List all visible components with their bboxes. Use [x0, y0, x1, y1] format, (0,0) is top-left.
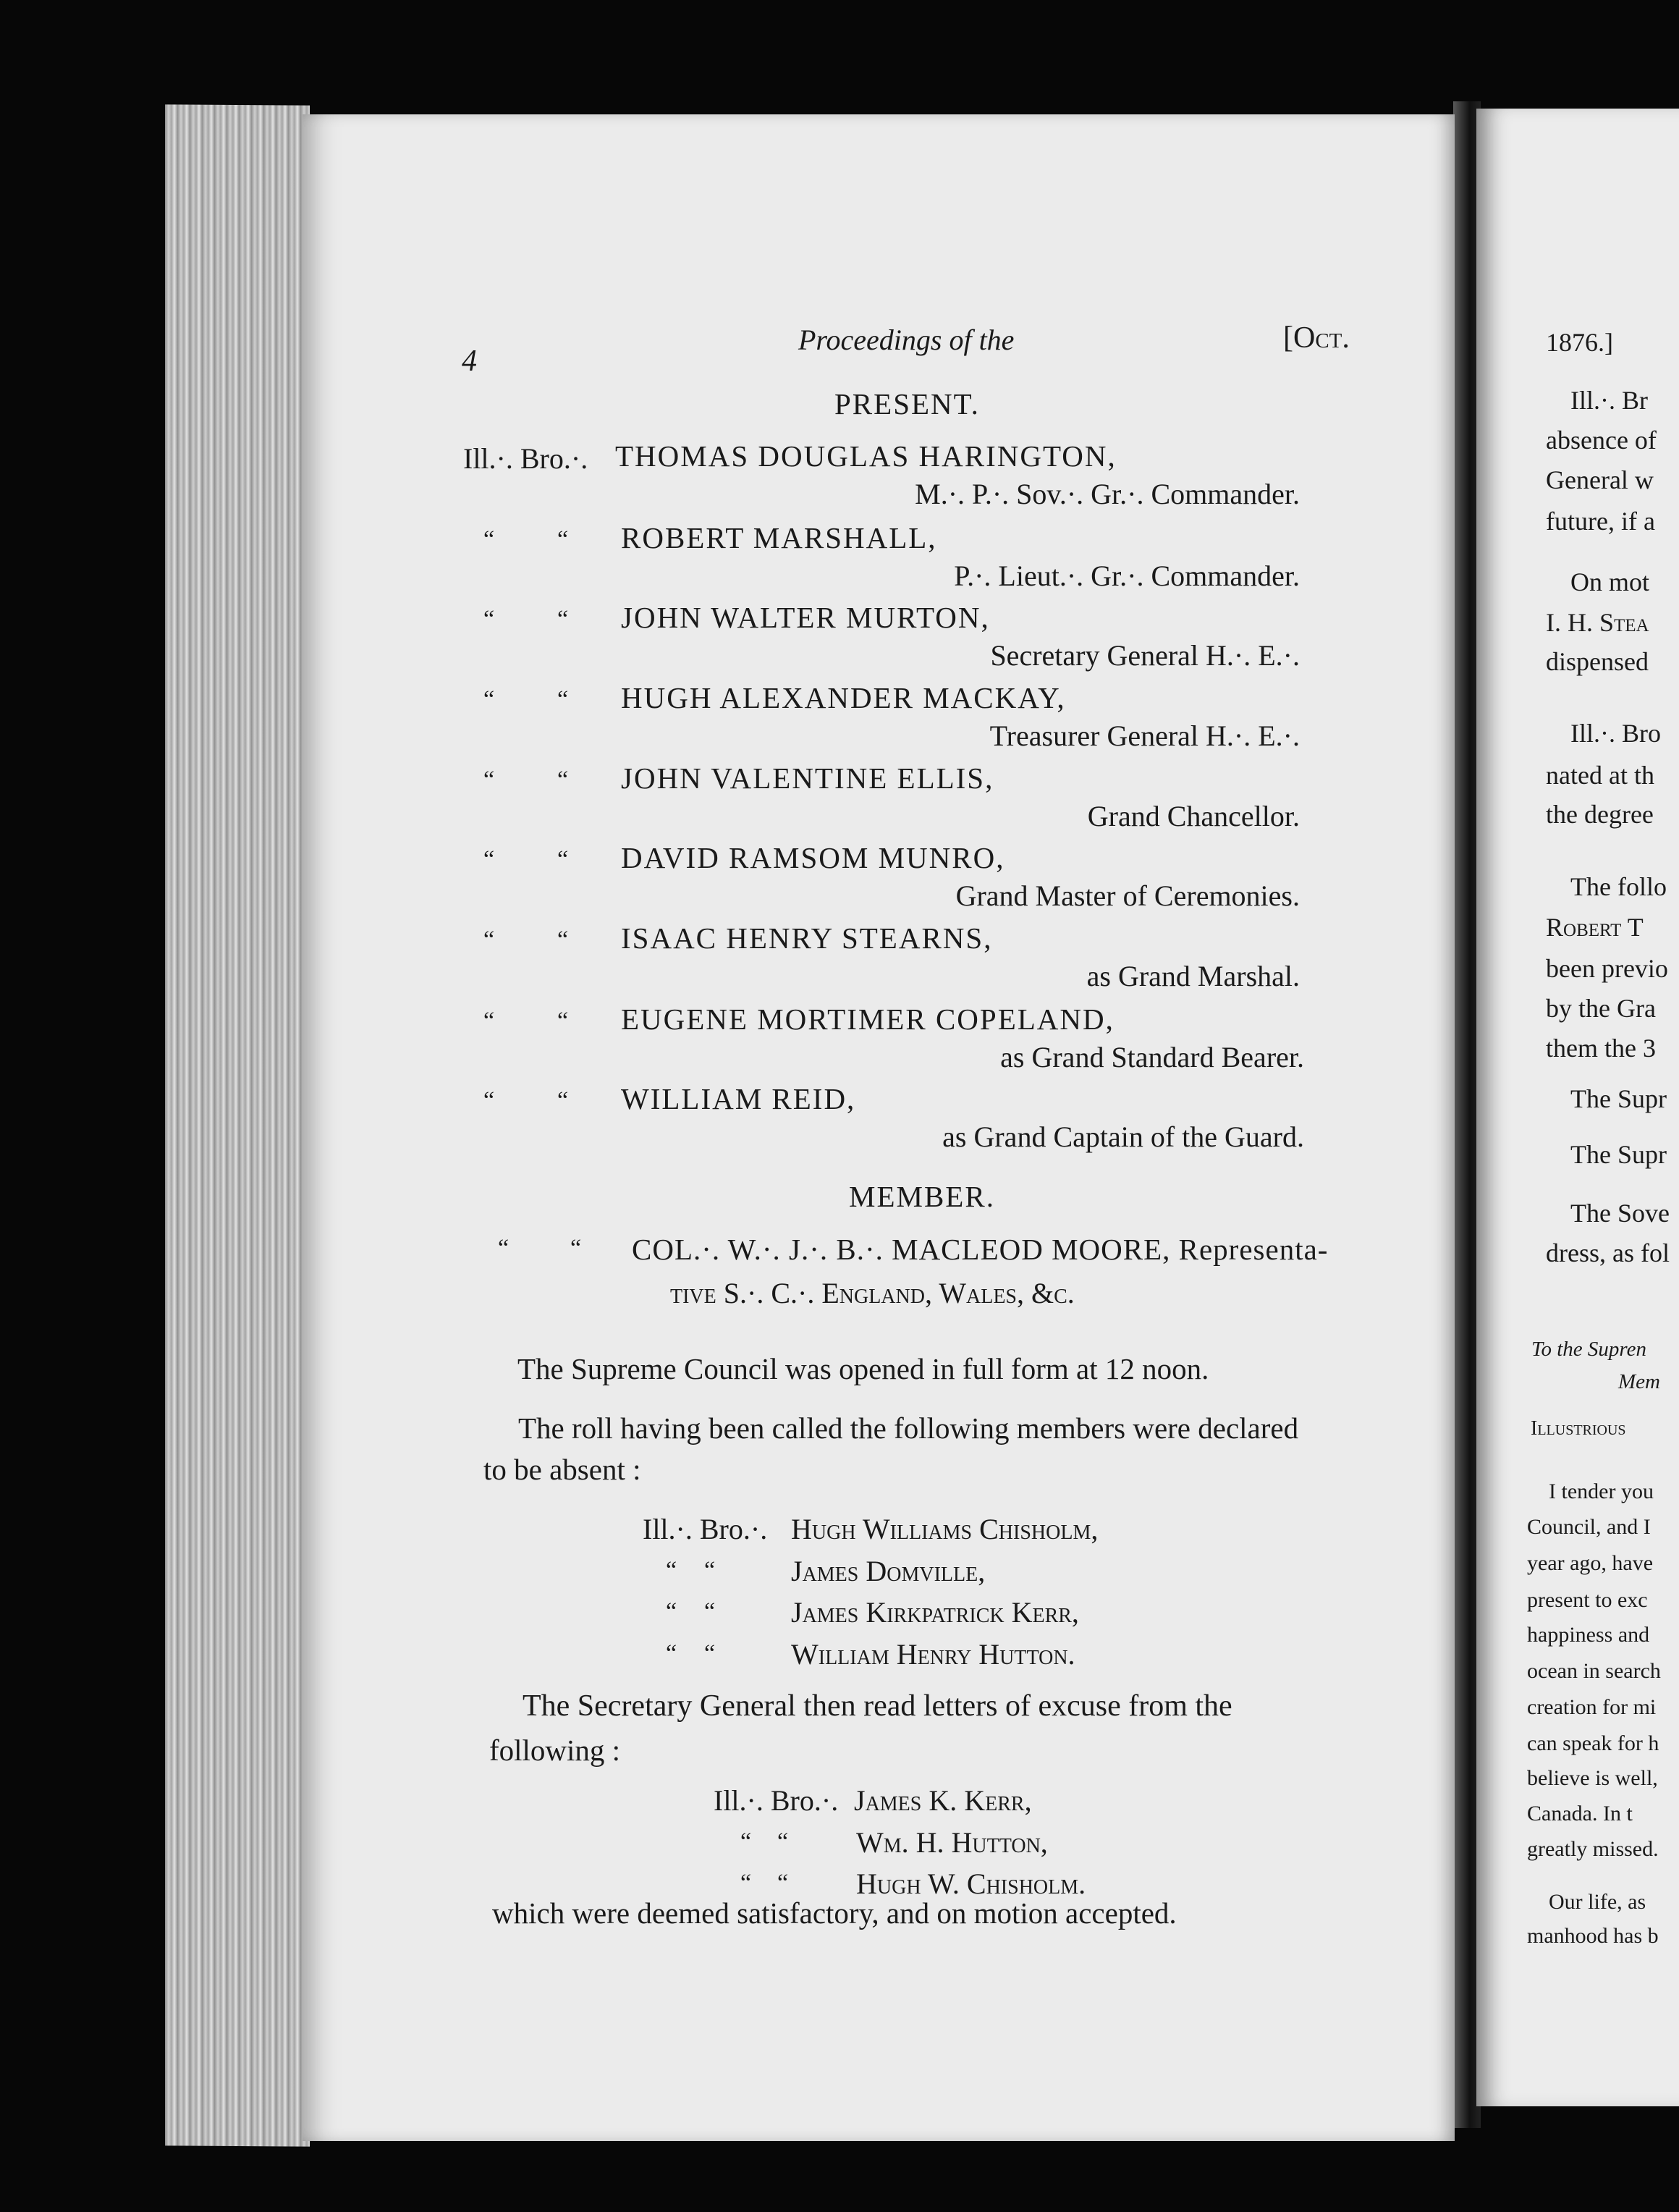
ditto-mark: “	[570, 1235, 582, 1262]
closing-paragraph: which were deemed satisfactory, and on motion accepted.	[492, 1896, 1177, 1930]
right-page-line: believe is well,	[1527, 1766, 1658, 1790]
right-page-line: Council, and I	[1527, 1515, 1651, 1539]
ditto-mark: “	[483, 1008, 495, 1034]
officer-name: ROBERT MARSHALL,	[621, 521, 937, 554]
ditto-mark: “	[557, 1087, 569, 1114]
right-page-line: Illustrious	[1531, 1417, 1626, 1440]
right-page-line: the degree	[1546, 800, 1654, 829]
officer-name: JOHN WALTER MURTON,	[621, 601, 990, 634]
left-page	[303, 114, 1455, 2141]
ditto-mark: “	[557, 926, 569, 953]
member-heading: MEMBER.	[849, 1180, 995, 1213]
ditto-mark: “	[557, 606, 569, 633]
officer-title: P.·. Lieut.·. Gr.·. Commander.	[954, 560, 1300, 592]
ditto-mark: “	[557, 1008, 569, 1034]
right-page-line: I tender you	[1549, 1479, 1654, 1503]
officer-title: Secretary General H.·. E.·.	[990, 639, 1300, 672]
right-page-line: greatly missed.	[1527, 1837, 1659, 1861]
book-page-edges	[165, 104, 310, 2146]
right-page-line: dispensed	[1546, 647, 1649, 676]
excused-member-name: Wm. H. Hutton,	[856, 1826, 1048, 1859]
ditto-mark: “	[704, 1557, 716, 1584]
officer-title: as Grand Standard Bearer.	[1000, 1041, 1304, 1073]
right-page-line: The Supr	[1570, 1140, 1667, 1169]
right-page-line: been previo	[1546, 954, 1668, 983]
officer-title: as Grand Captain of the Guard.	[942, 1120, 1304, 1153]
right-page-line: The Supr	[1570, 1084, 1667, 1113]
right-page-line: Ill.·. Br	[1570, 386, 1648, 415]
right-page-line: happiness and	[1527, 1623, 1650, 1647]
ill-bro-label: Ill.·. Bro.·.	[714, 1784, 839, 1817]
ditto-mark: “	[483, 767, 495, 793]
present-heading: PRESENT.	[834, 387, 980, 421]
member-line-1: COL.·. W.·. J.·. B.·. MACLEOD MOORE, Representa-	[632, 1233, 1329, 1266]
ill-bro-label: Ill.·. Bro.·.	[643, 1513, 768, 1545]
ditto-mark: “	[498, 1235, 509, 1262]
right-page	[1476, 109, 1679, 2106]
officer-title: M.·. P.·. Sov.·. Gr.·. Commander.	[915, 478, 1300, 510]
officer-title: as Grand Marshal.	[1086, 960, 1300, 992]
right-page-line: absence of	[1546, 426, 1657, 455]
secretary-paragraph-line-2: following :	[489, 1734, 621, 1767]
officer-name: EUGENE MORTIMER COPELAND,	[621, 1002, 1115, 1036]
right-page-line: Ill.·. Bro	[1570, 719, 1661, 748]
ditto-mark: “	[483, 526, 495, 553]
ditto-mark: “	[557, 686, 569, 713]
member-line-2: tive S.·. C.·. England, Wales, &c.	[670, 1277, 1075, 1309]
ill-bro-label: Ill.·. Bro.·.	[463, 442, 588, 475]
ditto-mark: “	[704, 1640, 716, 1667]
officer-name: JOHN VALENTINE ELLIS,	[621, 761, 994, 795]
ditto-mark: “	[666, 1557, 677, 1584]
ditto-mark: “	[704, 1598, 716, 1625]
ditto-mark: “	[666, 1640, 677, 1667]
right-page-line: Canada. In t	[1527, 1802, 1633, 1825]
ditto-mark: “	[740, 1870, 752, 1896]
running-date: [Oct.	[1283, 321, 1350, 355]
officer-name: WILLIAM REID,	[621, 1082, 856, 1115]
right-page-line: can speak for h	[1527, 1731, 1659, 1755]
right-page-line: Our life, as	[1549, 1890, 1646, 1914]
absent-member-name: William Henry Hutton.	[791, 1638, 1075, 1671]
right-page-line: by the Gra	[1546, 994, 1656, 1023]
ditto-mark: “	[483, 846, 495, 873]
right-page-line: Robert T	[1546, 913, 1644, 942]
secretary-paragraph-line-1: The Secretary General then read letters of excuse from the	[523, 1689, 1232, 1723]
officer-name: DAVID RAMSOM MUNRO,	[621, 841, 1005, 874]
officer-name: THOMAS DOUGLAS HARINGTON,	[615, 439, 1117, 473]
ditto-mark: “	[483, 926, 495, 953]
right-page-line: them the 3	[1546, 1034, 1656, 1063]
right-page-line: The follo	[1570, 872, 1667, 901]
opened-paragraph: The Supreme Council was opened in full form at 12 noon.	[517, 1352, 1209, 1385]
ditto-mark: “	[483, 606, 495, 633]
right-page-line: General w	[1546, 465, 1654, 494]
absent-member-name: James Domville,	[791, 1555, 986, 1587]
ditto-mark: “	[557, 846, 569, 873]
ditto-mark: “	[483, 686, 495, 713]
ditto-mark: “	[557, 526, 569, 553]
officer-title: Grand Master of Ceremonies.	[955, 879, 1300, 912]
right-page-line: year ago, have	[1527, 1551, 1654, 1575]
excused-member-name: James K. Kerr,	[854, 1784, 1032, 1817]
right-page-line: I. H. Stea	[1546, 608, 1649, 637]
right-page-line: future, if a	[1546, 507, 1655, 536]
right-page-line: To the Supren	[1531, 1338, 1646, 1361]
officer-name: ISAAC HENRY STEARNS,	[621, 921, 993, 955]
roll-paragraph-line-2: to be absent :	[483, 1453, 641, 1486]
absent-member-name: Hugh Williams Chisholm,	[791, 1513, 1099, 1545]
officer-name: HUGH ALEXANDER MACKAY,	[621, 681, 1066, 714]
absent-member-name: James Kirkpatrick Kerr,	[791, 1596, 1079, 1629]
officer-title: Treasurer General H.·. E.·.	[989, 719, 1300, 752]
right-page-line: On mot	[1570, 567, 1650, 596]
right-page-line: Mem	[1618, 1370, 1660, 1393]
excused-member-name: Hugh W. Chisholm.	[856, 1867, 1086, 1900]
right-page-line: dress, as fol	[1546, 1238, 1670, 1267]
ditto-mark: “	[557, 767, 569, 793]
ditto-mark: “	[777, 1870, 789, 1896]
right-page-line: 1876.]	[1546, 328, 1613, 357]
right-page-line: The Sove	[1570, 1199, 1670, 1228]
right-page-line: nated at th	[1546, 761, 1654, 790]
right-page-line: manhood has b	[1527, 1924, 1659, 1948]
ditto-mark: “	[483, 1087, 495, 1114]
roll-paragraph-line-1: The roll having been called the following members were declared	[518, 1411, 1299, 1445]
ditto-mark: “	[740, 1828, 752, 1855]
ditto-mark: “	[777, 1828, 789, 1855]
ditto-mark: “	[666, 1598, 677, 1625]
running-head: Proceedings of the	[798, 324, 1015, 356]
officer-title: Grand Chancellor.	[1087, 800, 1300, 832]
page-number: 4	[462, 345, 477, 378]
right-page-line: creation for mi	[1527, 1695, 1657, 1719]
right-page-line: present to exc	[1527, 1588, 1648, 1612]
right-page-line: ocean in search	[1527, 1659, 1661, 1683]
